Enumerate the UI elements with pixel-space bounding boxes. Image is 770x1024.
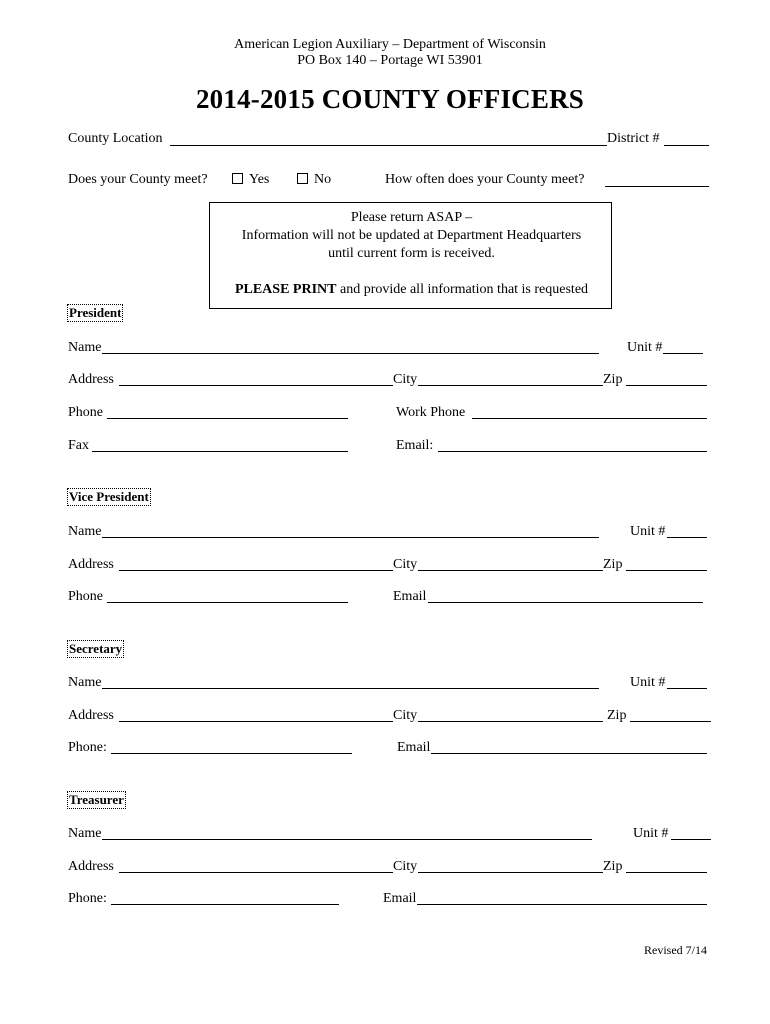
address-line: PO Box 140 – Portage WI 53901: [297, 53, 483, 68]
treasurer-city-label: City: [393, 859, 418, 874]
vp-city-label: City: [393, 557, 418, 572]
vp-name-label: Name: [68, 524, 102, 539]
president-phone-label: Phone: [68, 405, 103, 420]
treasurer-name-field[interactable]: [102, 839, 592, 840]
vp-city-field[interactable]: [418, 570, 603, 571]
treasurer-unit-label: Unit #: [633, 826, 669, 841]
treasurer-zip-label: Zip: [603, 859, 623, 874]
notice-line-4-rest: and provide all information that is requested: [336, 282, 589, 297]
president-fax-label: Fax: [68, 438, 89, 453]
secretary-name-field[interactable]: [102, 688, 599, 689]
form-title: 2014-2015 COUNTY OFFICERS: [195, 84, 584, 114]
secretary-unit-label: Unit #: [630, 675, 666, 690]
vp-unit-field[interactable]: [667, 537, 707, 538]
secretary-address-field[interactable]: [119, 721, 393, 722]
notice-line-1: Please return ASAP –: [350, 210, 473, 225]
how-often-label: How often does your County meet?: [385, 172, 585, 187]
secretary-unit-field[interactable]: [667, 688, 707, 689]
secretary-email-label: Email: [397, 740, 431, 755]
president-unit-field[interactable]: [663, 353, 703, 354]
vp-zip-field[interactable]: [626, 570, 707, 571]
revised-note: Revised 7/14: [644, 943, 707, 957]
vp-address-field[interactable]: [119, 570, 393, 571]
president-work-phone-field[interactable]: [472, 418, 707, 419]
president-unit-label: Unit #: [627, 340, 663, 355]
treasurer-email-field[interactable]: [417, 904, 707, 905]
president-email-field[interactable]: [438, 451, 707, 452]
secretary-email-field[interactable]: [431, 753, 707, 754]
president-heading: President: [69, 305, 122, 320]
president-name-label: Name: [68, 340, 102, 355]
secretary-phone-label: Phone:: [68, 740, 107, 755]
treasurer-address-field[interactable]: [119, 872, 393, 873]
secretary-zip-label: Zip: [607, 708, 627, 723]
president-address-field[interactable]: [119, 385, 393, 386]
county-location-field[interactable]: [170, 145, 607, 146]
no-label: No: [314, 172, 332, 187]
president-phone-field[interactable]: [107, 418, 348, 419]
vp-phone-label: Phone: [68, 589, 103, 604]
yes-label: Yes: [249, 172, 270, 187]
meet-question: Does your County meet?: [68, 172, 208, 187]
how-often-field[interactable]: [605, 186, 709, 187]
treasurer-phone-field[interactable]: [111, 904, 339, 905]
president-email-label: Email:: [396, 438, 434, 453]
secretary-name-label: Name: [68, 675, 102, 690]
notice-line-3: until current form is received.: [328, 246, 495, 261]
treasurer-email-label: Email: [383, 891, 417, 906]
vp-address-label: Address: [68, 557, 114, 572]
treasurer-heading: Treasurer: [69, 792, 124, 807]
secretary-city-field[interactable]: [418, 721, 603, 722]
district-label: District #: [607, 131, 660, 146]
president-city-label: City: [393, 372, 418, 387]
vp-unit-label: Unit #: [630, 524, 666, 539]
president-fax-field[interactable]: [92, 451, 348, 452]
notice-box: [209, 202, 612, 309]
president-name-field[interactable]: [102, 353, 599, 354]
vp-email-field[interactable]: [428, 602, 703, 603]
vp-phone-field[interactable]: [107, 602, 348, 603]
vp-zip-label: Zip: [603, 557, 623, 572]
treasurer-unit-field[interactable]: [671, 839, 711, 840]
secretary-zip-field[interactable]: [630, 721, 711, 722]
secretary-city-label: City: [393, 708, 418, 723]
secretary-heading: Secretary: [69, 641, 123, 656]
please-print-text: PLEASE PRINT: [234, 282, 337, 297]
district-field[interactable]: [664, 145, 709, 146]
president-zip-label: Zip: [603, 372, 623, 387]
secretary-address-label: Address: [68, 708, 114, 723]
president-zip-field[interactable]: [626, 385, 707, 386]
notice-line-2: Information will not be updated at Department Headquarters: [241, 228, 582, 243]
vp-email-label: Email: [393, 589, 427, 604]
president-address-label: Address: [68, 372, 114, 387]
county-location-label: County Location: [68, 131, 163, 146]
treasurer-address-label: Address: [68, 859, 114, 874]
treasurer-name-label: Name: [68, 826, 102, 841]
president-city-field[interactable]: [418, 385, 603, 386]
treasurer-phone-label: Phone:: [68, 891, 107, 906]
notice-line-4: [210, 283, 613, 297]
org-line: American Legion Auxiliary – Department of Wisconsin: [234, 37, 546, 52]
vp-name-field[interactable]: [102, 537, 599, 538]
yes-checkbox[interactable]: [232, 173, 243, 184]
treasurer-city-field[interactable]: [418, 872, 603, 873]
president-work-phone-label: Work Phone: [396, 405, 466, 420]
vice-president-heading: Vice President: [69, 489, 149, 504]
no-checkbox[interactable]: [297, 173, 308, 184]
secretary-phone-field[interactable]: [111, 753, 352, 754]
treasurer-zip-field[interactable]: [626, 872, 707, 873]
